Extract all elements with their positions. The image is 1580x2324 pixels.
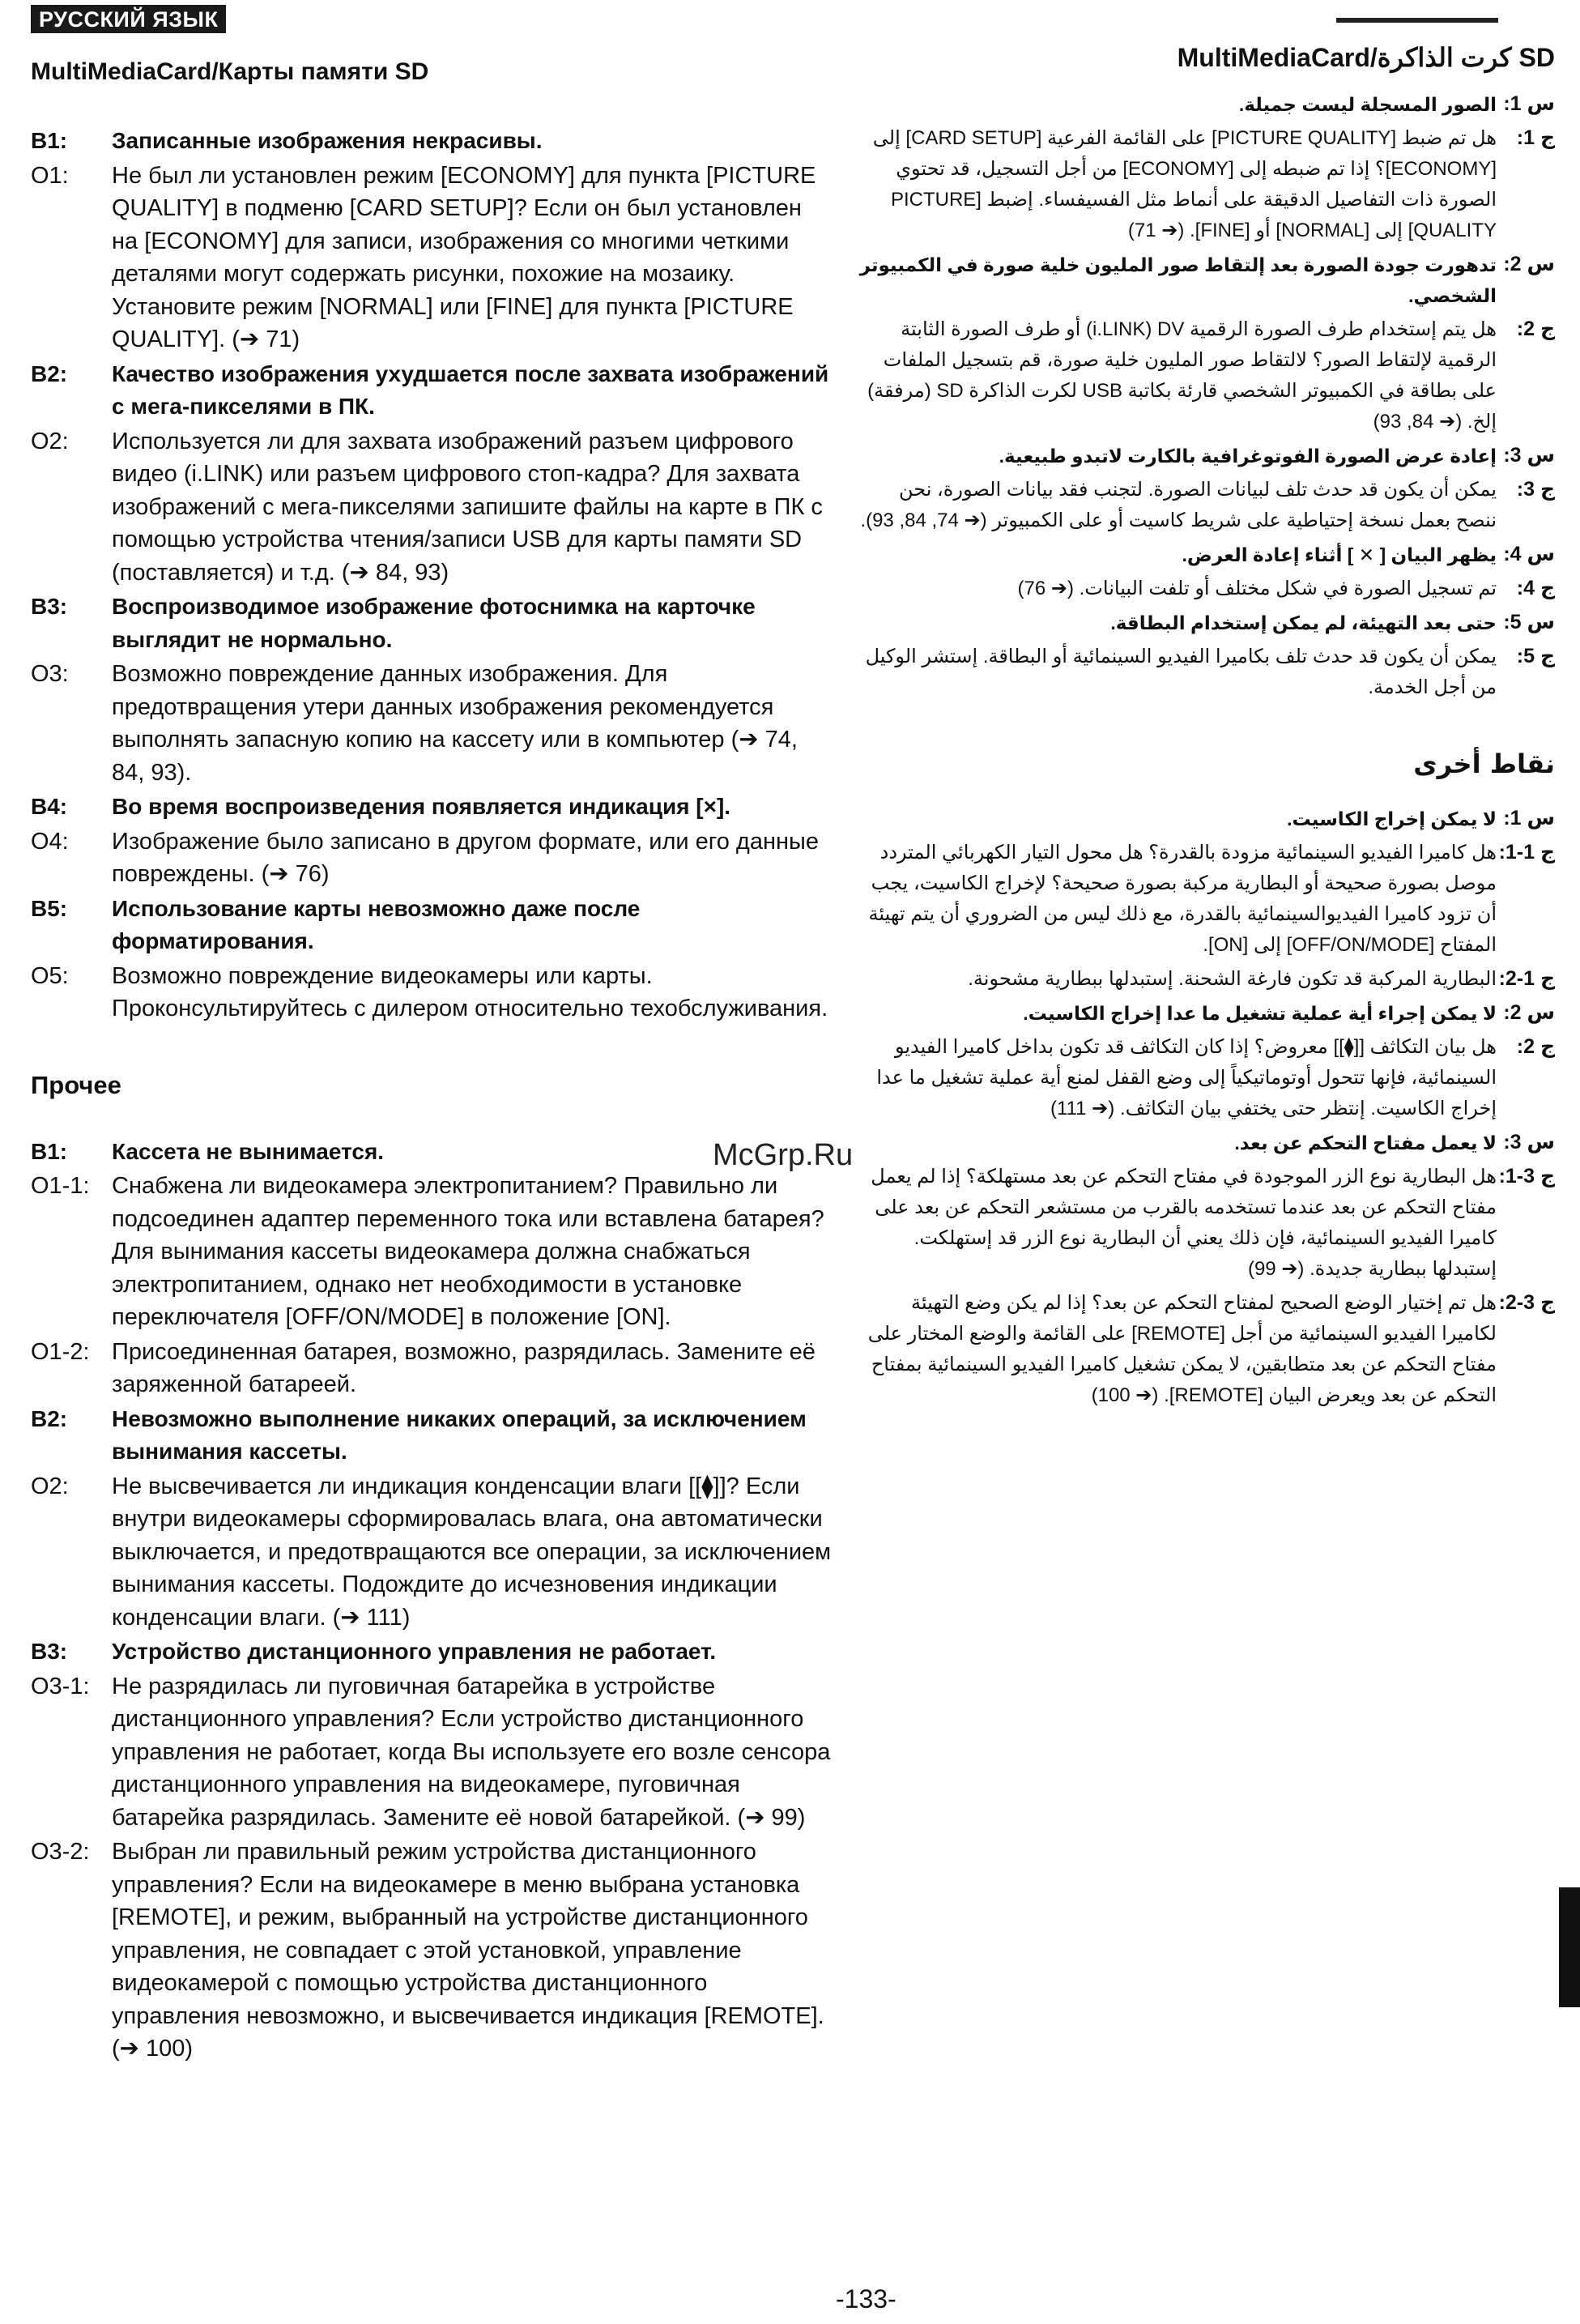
qa-entry bbox=[31, 1170, 833, 1334]
qa-label: O3-1: bbox=[31, 1673, 90, 1699]
arabic-qa-entry bbox=[858, 314, 1555, 437]
qa-label: O2: bbox=[31, 1473, 69, 1499]
qa-text: Не был ли установлен режим [ECONOMY] для пункта [PICTURE QUALITY] в подменю [CARD SETUP]? Если он был установлен на [ECONOMY] для записи, изображения со многими четкими деталями могут содержать рисунки, похожие на мозаику. Установите режим [NORMAL] или [FINE] для пункта [PICTURE QUALITY]. (➔ 71) bbox=[112, 162, 816, 352]
qa-label: س 5: bbox=[1503, 611, 1555, 633]
qa-entry bbox=[31, 791, 833, 824]
qa-label: B2: bbox=[31, 360, 68, 386]
other-qa-list bbox=[31, 1136, 833, 2066]
qa-text: Изображение было записано в другом формате, или его данные повреждены. (➔ 76) bbox=[112, 828, 819, 887]
qa-text: Присоединенная батарея, возможно, разрядилась. Замените её заряженной батареей. bbox=[112, 1338, 816, 1397]
qa-entry bbox=[31, 125, 833, 158]
qa-text: حتى بعد التهيئة، لم يمكن إستخدام البطاقة. bbox=[1110, 612, 1497, 633]
arabic-qa-entry bbox=[858, 1162, 1555, 1285]
arabic-qa-entry bbox=[858, 123, 1555, 246]
qa-label: س 2: bbox=[1503, 1001, 1555, 1024]
qa-label: O4: bbox=[31, 828, 69, 855]
qa-label: O3-2: bbox=[31, 1839, 90, 1865]
qa-label: ج 1-1: bbox=[1498, 841, 1555, 864]
qa-entry bbox=[31, 1635, 833, 1669]
arabic-qa-entry bbox=[858, 1128, 1555, 1158]
qa-entry bbox=[31, 1403, 833, 1469]
qa-text: يمكن أن يكون قد حدث تلف بكاميرا الفيديو السينمائية أو البطاقة. إستشر الوكيل من أجل الخدمة. bbox=[865, 646, 1497, 698]
qa-text: Возможно повреждение видеокамеры или карты. Проконсультируйтесь с дилером относительно техобслуживания. bbox=[112, 962, 828, 1021]
qa-entry bbox=[31, 425, 833, 590]
section-title-other: Прочее bbox=[31, 1070, 121, 1099]
arabic-memory-card-qa-list bbox=[858, 89, 1555, 703]
qa-text: Использование карты невозможно даже после форматирования. bbox=[112, 895, 641, 953]
qa-text: Используется ли для захвата изображений разъем цифрового видео (i.LINK) или разъем цифрового стоп-кадра? Для захвата изображений с мега-пикселями запишите файлы на карте в ПК с помощью устройства чтения/записи USB для карты памяти SD (поставляется) и т.д. (➔ 84, 93) bbox=[112, 428, 823, 586]
qa-label: س 4: bbox=[1503, 543, 1555, 565]
qa-entry bbox=[31, 658, 833, 789]
qa-text: لا يعمل مفتاح التحكم عن بعد. bbox=[1234, 1132, 1497, 1153]
qa-label: ج 3-2: bbox=[1498, 1291, 1555, 1314]
qa-label: O2: bbox=[31, 428, 69, 454]
qa-entry bbox=[31, 160, 833, 356]
qa-entry bbox=[31, 960, 833, 1026]
right-column-arabic bbox=[858, 42, 1555, 1414]
arabic-qa-entry bbox=[858, 1032, 1555, 1124]
section-title-memory-cards: MultiMediaCard/Карты памяти SD bbox=[31, 58, 429, 85]
qa-entry bbox=[31, 1836, 833, 2066]
qa-label: B1: bbox=[31, 1138, 68, 1164]
watermark: McGrp.Ru bbox=[713, 1138, 854, 1172]
qa-entry bbox=[31, 1336, 833, 1401]
qa-text: هل البطارية نوع الزر الموجودة في مفتاح التحكم عن بعد مستهلكة؟ إذا لم يعمل مفتاح التحكم عن بعد عندما تستخدمه بالقرب من مستشعر التحكم عن بعد على كاميرا الفيديو السينمائية، فإن ذلك يعني أن البطارية نوع الزر قد إستهلكت. إستبدلها ببطارية جديدة. (➔ 99) bbox=[871, 1166, 1497, 1280]
qa-label: O3: bbox=[31, 661, 69, 687]
qa-text: Качество изображения ухудшается после захвата изображений с мега-пикселями в ПК. bbox=[112, 360, 829, 419]
qa-text: هل بيان التكاثف [[⧫]] معروض؟ إذا كان التكاثف قد تكون بداخل كاميرا الفيديو السينمائية، فإنها تتحول أوتوماتيكياً إلى وضع القفل لمنع أية عملية تشغيل ما عدا إخراج الكاسيت. إنتظر حتى يختفي بيان التكاثف. (➔ 111) bbox=[876, 1036, 1497, 1119]
qa-entry bbox=[31, 893, 833, 958]
qa-text: Не разрядилась ли пуговичная батарейка в устройстве дистанционного управления? Если устройство дистанционного управления не работает, когда Вы используете его возле сенсора дистанционного управления на видеокамере, пуговичная батарейка разрядилась. Замените её новой батарейкой. (➔ 99) bbox=[112, 1673, 831, 1831]
qa-text: Невозможно выполнение никаких операций, за исключением вынимания кассеты. bbox=[112, 1405, 807, 1464]
qa-text: Возможно повреждение данных изображения. Для предотвращения утери данных изображения рекомендуется выполнять запасную копию на кассету или в компьютер (➔ 74, 84, 93). bbox=[112, 661, 798, 786]
arabic-qa-entry bbox=[858, 838, 1555, 961]
qa-label: ج 5: bbox=[1516, 645, 1555, 667]
qa-text: Во время воспроизведения появляется индикация [×]. bbox=[112, 794, 731, 819]
qa-text: الصور المسجلة ليست جميلة. bbox=[1238, 94, 1497, 115]
qa-text: لا يمكن إجراء أية عملية تشغيل ما عدا إخراج الكاسيت. bbox=[1023, 1003, 1497, 1024]
qa-text: Записанные изображения некрасивы. bbox=[112, 128, 543, 153]
qa-label: ج 1: bbox=[1516, 126, 1555, 149]
arabic-qa-entry bbox=[858, 249, 1555, 311]
arabic-qa-entry bbox=[858, 998, 1555, 1029]
arabic-other-qa-list bbox=[858, 804, 1555, 1411]
qa-text: هل يتم إستخدام طرف الصورة الرقمية i.LINK) DV) أو طرف الصورة الثابتة الرقمية لإلتقاط الصور؟ لالتقاط صور المليون خلية صورة، قم بتسجيل الملفات على بطاقة في الكمبيوتر الشخصي قارئة بكاتبة USB لكرت الذاكرة SD (مرفقة) إلخ. (➔ 84, 93) bbox=[867, 318, 1497, 433]
qa-label: ج 2: bbox=[1516, 1035, 1555, 1058]
arabic-qa-entry bbox=[858, 964, 1555, 995]
left-column-russian bbox=[31, 58, 833, 2067]
qa-text: Кассета не вынимается. bbox=[112, 1138, 385, 1164]
qa-text: يظهر البيان [ ✕ ] أثناء إعادة العرض. bbox=[1182, 544, 1497, 565]
qa-label: B5: bbox=[31, 895, 68, 921]
arabic-qa-entry bbox=[858, 642, 1555, 703]
page-number: -133- bbox=[836, 2284, 896, 2313]
qa-label: B1: bbox=[31, 128, 68, 153]
arabic-qa-entry bbox=[858, 539, 1555, 570]
qa-label: B4: bbox=[31, 794, 68, 819]
qa-text: هل تم ضبط [PICTURE QUALITY] على القائمة الفرعية [CARD SETUP] إلى [ECONOMY]؟ إذا تم ضبطه إلى [ECONOMY] من أجل التسجيل، قد تحتوي الصورة ذات التفاصيل الدقيقة على أنماط مثل الفسيفساء. إضبط [PICTURE QUALITY] إلى [NORMAL] أو [FINE]. (➔ 71) bbox=[872, 127, 1497, 241]
qa-label: B2: bbox=[31, 1405, 68, 1431]
qa-text: Не высвечивается ли индикация конденсации влаги [[⧫]]? Если внутри видеокамеры сформировалась влага, она автоматически выключается, и предотвращаются все операции, за исключением вынимания кассеты. Подождите до исчезновения индикации конденсации влаги. (➔ 111) bbox=[112, 1473, 832, 1631]
arabic-qa-entry bbox=[858, 804, 1555, 834]
qa-entry bbox=[31, 1470, 833, 1635]
top-rule-divider bbox=[1336, 18, 1498, 23]
qa-label: O1-2: bbox=[31, 1338, 90, 1365]
arabic-section-title-other: نقاط أخرى bbox=[1413, 748, 1555, 779]
qa-label: ج 2: bbox=[1516, 318, 1555, 340]
qa-label: O1-1: bbox=[31, 1173, 90, 1199]
qa-text: تم تسجيل الصورة في شكل مختلف أو تلفت البيانات. (➔ 76) bbox=[1017, 578, 1497, 599]
qa-label: س 2: bbox=[1503, 253, 1555, 275]
qa-label: O1: bbox=[31, 162, 69, 189]
language-badge: РУССКИЙ ЯЗЫК bbox=[31, 5, 226, 33]
qa-label: س 1: bbox=[1503, 92, 1555, 115]
qa-label: س 1: bbox=[1503, 807, 1555, 829]
qa-text: Снабжена ли видеокамера электропитанием? Правильно ли подсоединен адаптер переменного тока или вставлена батарея? Для вынимания кассеты видеокамера должна снабжаться электропитанием, однако нет необходимости в установке переключателя [OFF/ON/MODE] в положение [ON]. bbox=[112, 1173, 824, 1330]
qa-entry bbox=[31, 1670, 833, 1835]
arabic-qa-entry bbox=[858, 574, 1555, 604]
qa-text: إعادة عرض الصورة الفوتوغرافية بالكارت لاتبدو طبيعية. bbox=[999, 446, 1497, 467]
arabic-section-title-memory-cards: SD كرت الذاكرة/MultiMediaCard bbox=[1177, 43, 1555, 72]
page-edge-tab-marker bbox=[1559, 1887, 1580, 2007]
qa-text: Устройство дистанционного управления не работает. bbox=[112, 1639, 717, 1664]
arabic-qa-entry bbox=[858, 89, 1555, 120]
arabic-qa-entry bbox=[858, 1288, 1555, 1411]
qa-entry bbox=[31, 825, 833, 891]
qa-label: س 3: bbox=[1503, 1131, 1555, 1153]
arabic-qa-entry bbox=[858, 608, 1555, 638]
qa-text: Воспроизводимое изображение фотоснимка на карточке выглядит не нормально. bbox=[112, 594, 756, 652]
qa-text: هل كاميرا الفيديو السينمائية مزودة بالقدرة؟ هل محول التيار الكهربائي المتردد موصل بصورة صحيحة أو البطارية مركبة بصورة صحيحة؟ لإخراج الكاسيت، يجب أن تزود كاميرا الفيديوالسينمائية بالقدرة، مع ذلك ليس من الضروري أن يتم تهيئة المفتاح [OFF/ON/MODE] إلى [ON]. bbox=[868, 842, 1497, 956]
qa-label: ج 3: bbox=[1516, 478, 1555, 501]
qa-label: B3: bbox=[31, 594, 68, 619]
qa-text: يمكن أن يكون قد حدث تلف لبيانات الصورة. لتجنب فقد بيانات الصورة، نحن ننصح بعمل نسخة إحتياطية على شريط كاسيت أو على الكمبيوتر (➔ 74, 84, 93). bbox=[860, 479, 1497, 531]
qa-label: ج 4: bbox=[1516, 577, 1555, 599]
qa-label: س 3: bbox=[1503, 444, 1555, 467]
qa-label: ج 1-2: bbox=[1498, 967, 1555, 990]
arabic-qa-entry bbox=[858, 441, 1555, 471]
qa-label: ج 3-1: bbox=[1498, 1165, 1555, 1188]
memory-card-qa-list bbox=[31, 125, 833, 1026]
qa-text: Выбран ли правильный режим устройства дистанционного управления? Если на видеокамере в меню выбрана установка [REMOTE], и режим, выбранный на устройстве дистанционного управления, не совпадает с этой установкой, управление видеокамерой с помощью устройства дистанционного управления невозможно, и высвечивается индикация [REMOTE]. (➔ 100) bbox=[112, 1839, 824, 2062]
arabic-qa-entry bbox=[858, 475, 1555, 536]
qa-entry bbox=[31, 591, 833, 656]
qa-label: O5: bbox=[31, 962, 69, 989]
qa-entry bbox=[31, 358, 833, 424]
qa-text: البطارية المركبة قد تكون فارغة الشحنة. إستبدلها ببطارية مشحونة. bbox=[968, 968, 1497, 990]
qa-label: B3: bbox=[31, 1639, 68, 1664]
qa-text: هل تم إختيار الوضع الصحيح لمفتاح التحكم عن بعد؟ إذا لم يكن وضع التهيئة لكاميرا الفيديو السينمائية من أجل [REMOTE] على القائمة والوضع المختار على مفتاح التحكم عن بعد متطابقين، لا يمكن تشغيل كاميرا الفيديو السينمائية بمفتاح التحكم عن بعد ويعرض البيان [REMOTE]. (➔ 100) bbox=[867, 1292, 1497, 1406]
qa-text: لا يمكن إخراج الكاسيت. bbox=[1287, 808, 1497, 829]
qa-text: تدهورت جودة الصورة بعد إلتقاط صور المليون خلية صورة في الكمبيوتر الشخصي. bbox=[859, 254, 1497, 306]
